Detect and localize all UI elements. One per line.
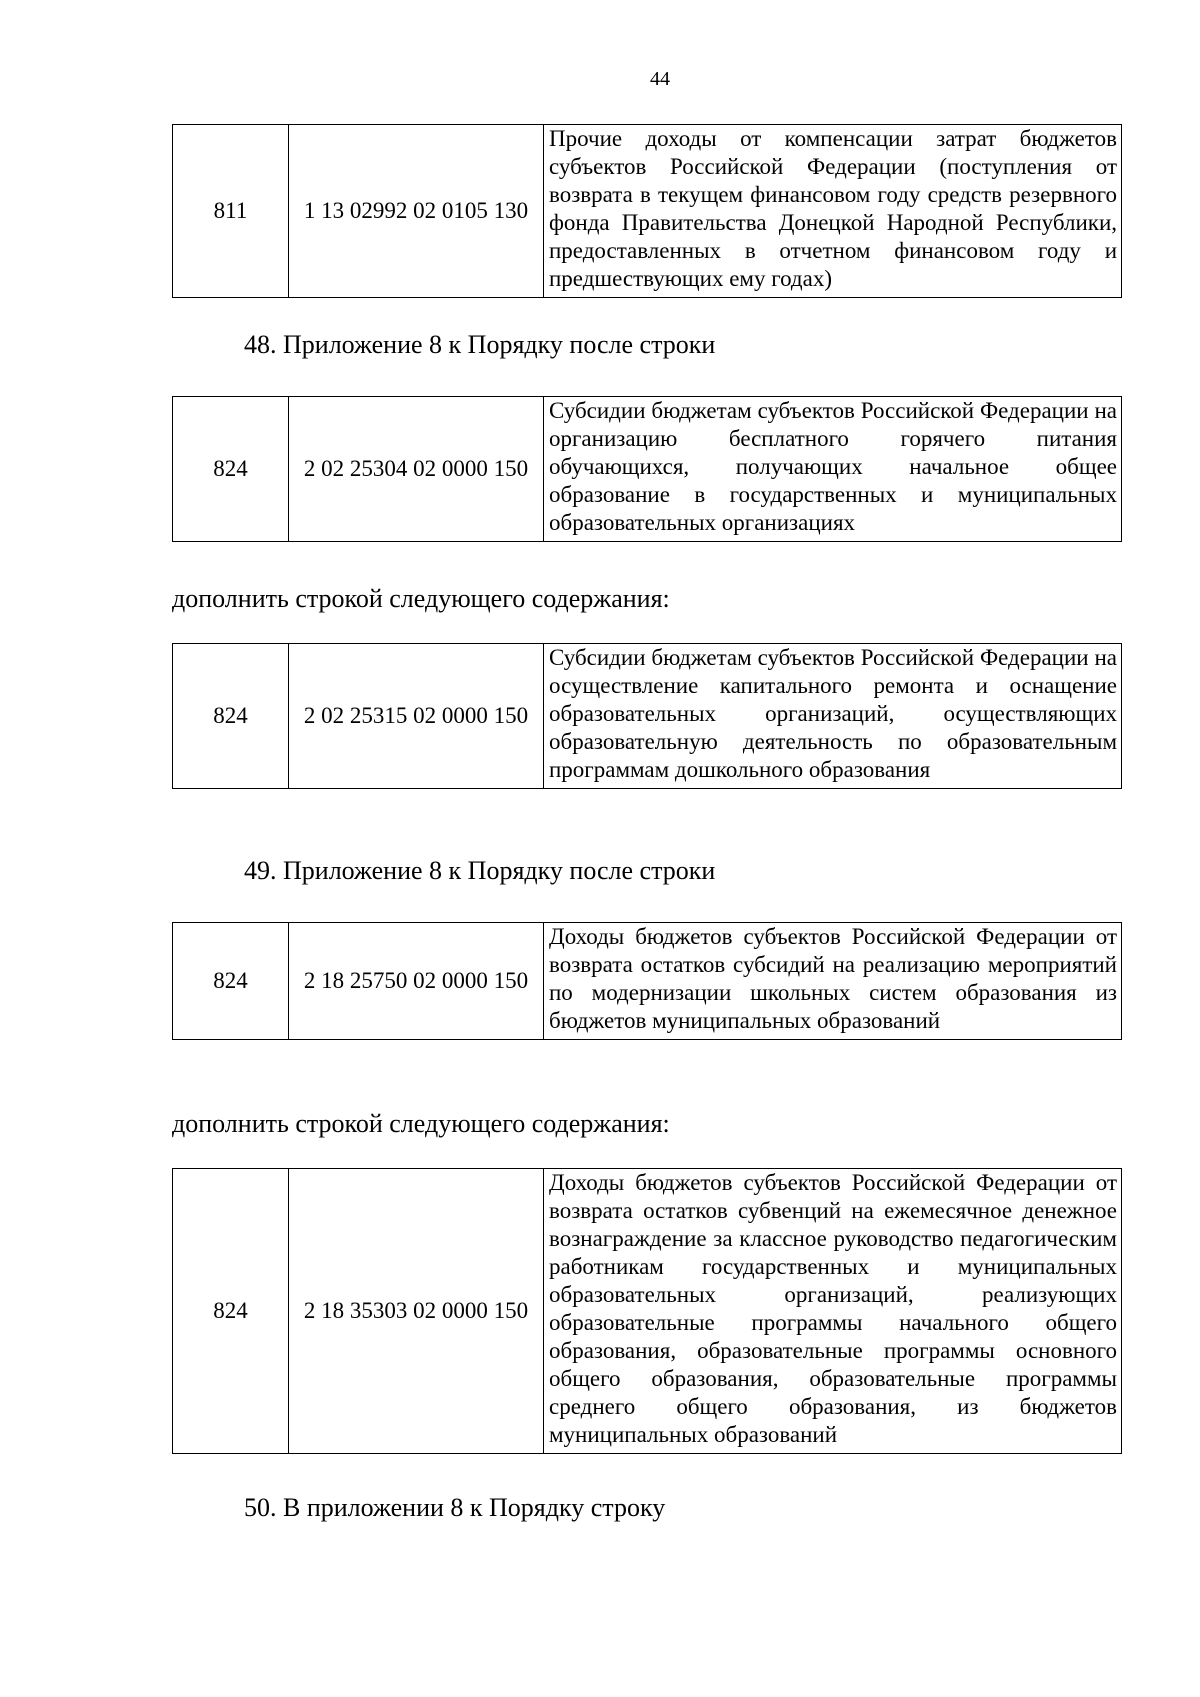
revenue-name-cell: Субсидии бюджетам субъектов Российской Федерации на организацию бесплатного горячего питания обучающихся, получающих начальное общее образование в государственных и муниципальных образовательных организациях [544, 397, 1122, 542]
revenue-code-cell: 2 18 35303 02 0000 150 [289, 1169, 544, 1454]
admin-code-cell: 824 [173, 1169, 289, 1454]
admin-code-cell: 824 [173, 644, 289, 789]
supplement-line: дополнить строкой следующего содержания: [172, 1109, 670, 1138]
admin-code-cell: 824 [173, 397, 289, 542]
revenue-name-cell: Прочие доходы от компенсации затрат бюджетов субъектов Российской Федерации (поступления от возврата в текущем финансовом году средств резервного фонда Правительства Донецкой Народной Республики, предоставленных в отчетном финансовом году и предшествующих ему годах) [544, 125, 1122, 298]
table-row [173, 644, 1122, 789]
revenue-code-cell: 2 02 25315 02 0000 150 [289, 644, 544, 789]
table-row [173, 1169, 1122, 1454]
revenue-code-table [172, 643, 1122, 789]
table-row [173, 397, 1122, 542]
revenue-code-table [172, 922, 1122, 1040]
supplement-line: дополнить строкой следующего содержания: [172, 584, 670, 613]
item-50-heading: 50. В приложении 8 к Порядку строку [244, 1493, 666, 1522]
revenue-name-cell: Доходы бюджетов субъектов Российской Федерации от возврата остатков субсидий на реализацию мероприятий по модернизации школьных систем образования из бюджетов муниципальных образований [544, 923, 1122, 1040]
revenue-name-cell: Доходы бюджетов субъектов Российской Федерации от возврата остатков субвенций на ежемесячное денежное вознаграждение за классное руководство педагогическим работникам государственных и муниципальных образовательных организаций, реализующих образовательные программы начального общего образования, образовательные программы основного общего образования, образовательные программы среднего общего образования, из бюджетов муниципальных образований [544, 1169, 1122, 1454]
revenue-code-cell: 1 13 02992 02 0105 130 [289, 125, 544, 298]
revenue-code-table [172, 124, 1122, 298]
revenue-code-table [172, 1168, 1122, 1454]
item-49-heading: 49. Приложение 8 к Порядку после строки [244, 856, 716, 885]
item-48-heading: 48. Приложение 8 к Порядку после строки [244, 330, 716, 359]
page-number: 44 [650, 68, 670, 90]
table-row [173, 923, 1122, 1040]
table-row [173, 125, 1122, 298]
revenue-code-cell: 2 18 25750 02 0000 150 [289, 923, 544, 1040]
revenue-code-table [172, 396, 1122, 542]
revenue-code-cell: 2 02 25304 02 0000 150 [289, 397, 544, 542]
admin-code-cell: 811 [173, 125, 289, 298]
admin-code-cell: 824 [173, 923, 289, 1040]
revenue-name-cell: Субсидии бюджетам субъектов Российской Федерации на осуществление капитального ремонта и оснащение образовательных организаций, осуществляющих образовательную деятельность по образовательным программам дошкольного образования [544, 644, 1122, 789]
